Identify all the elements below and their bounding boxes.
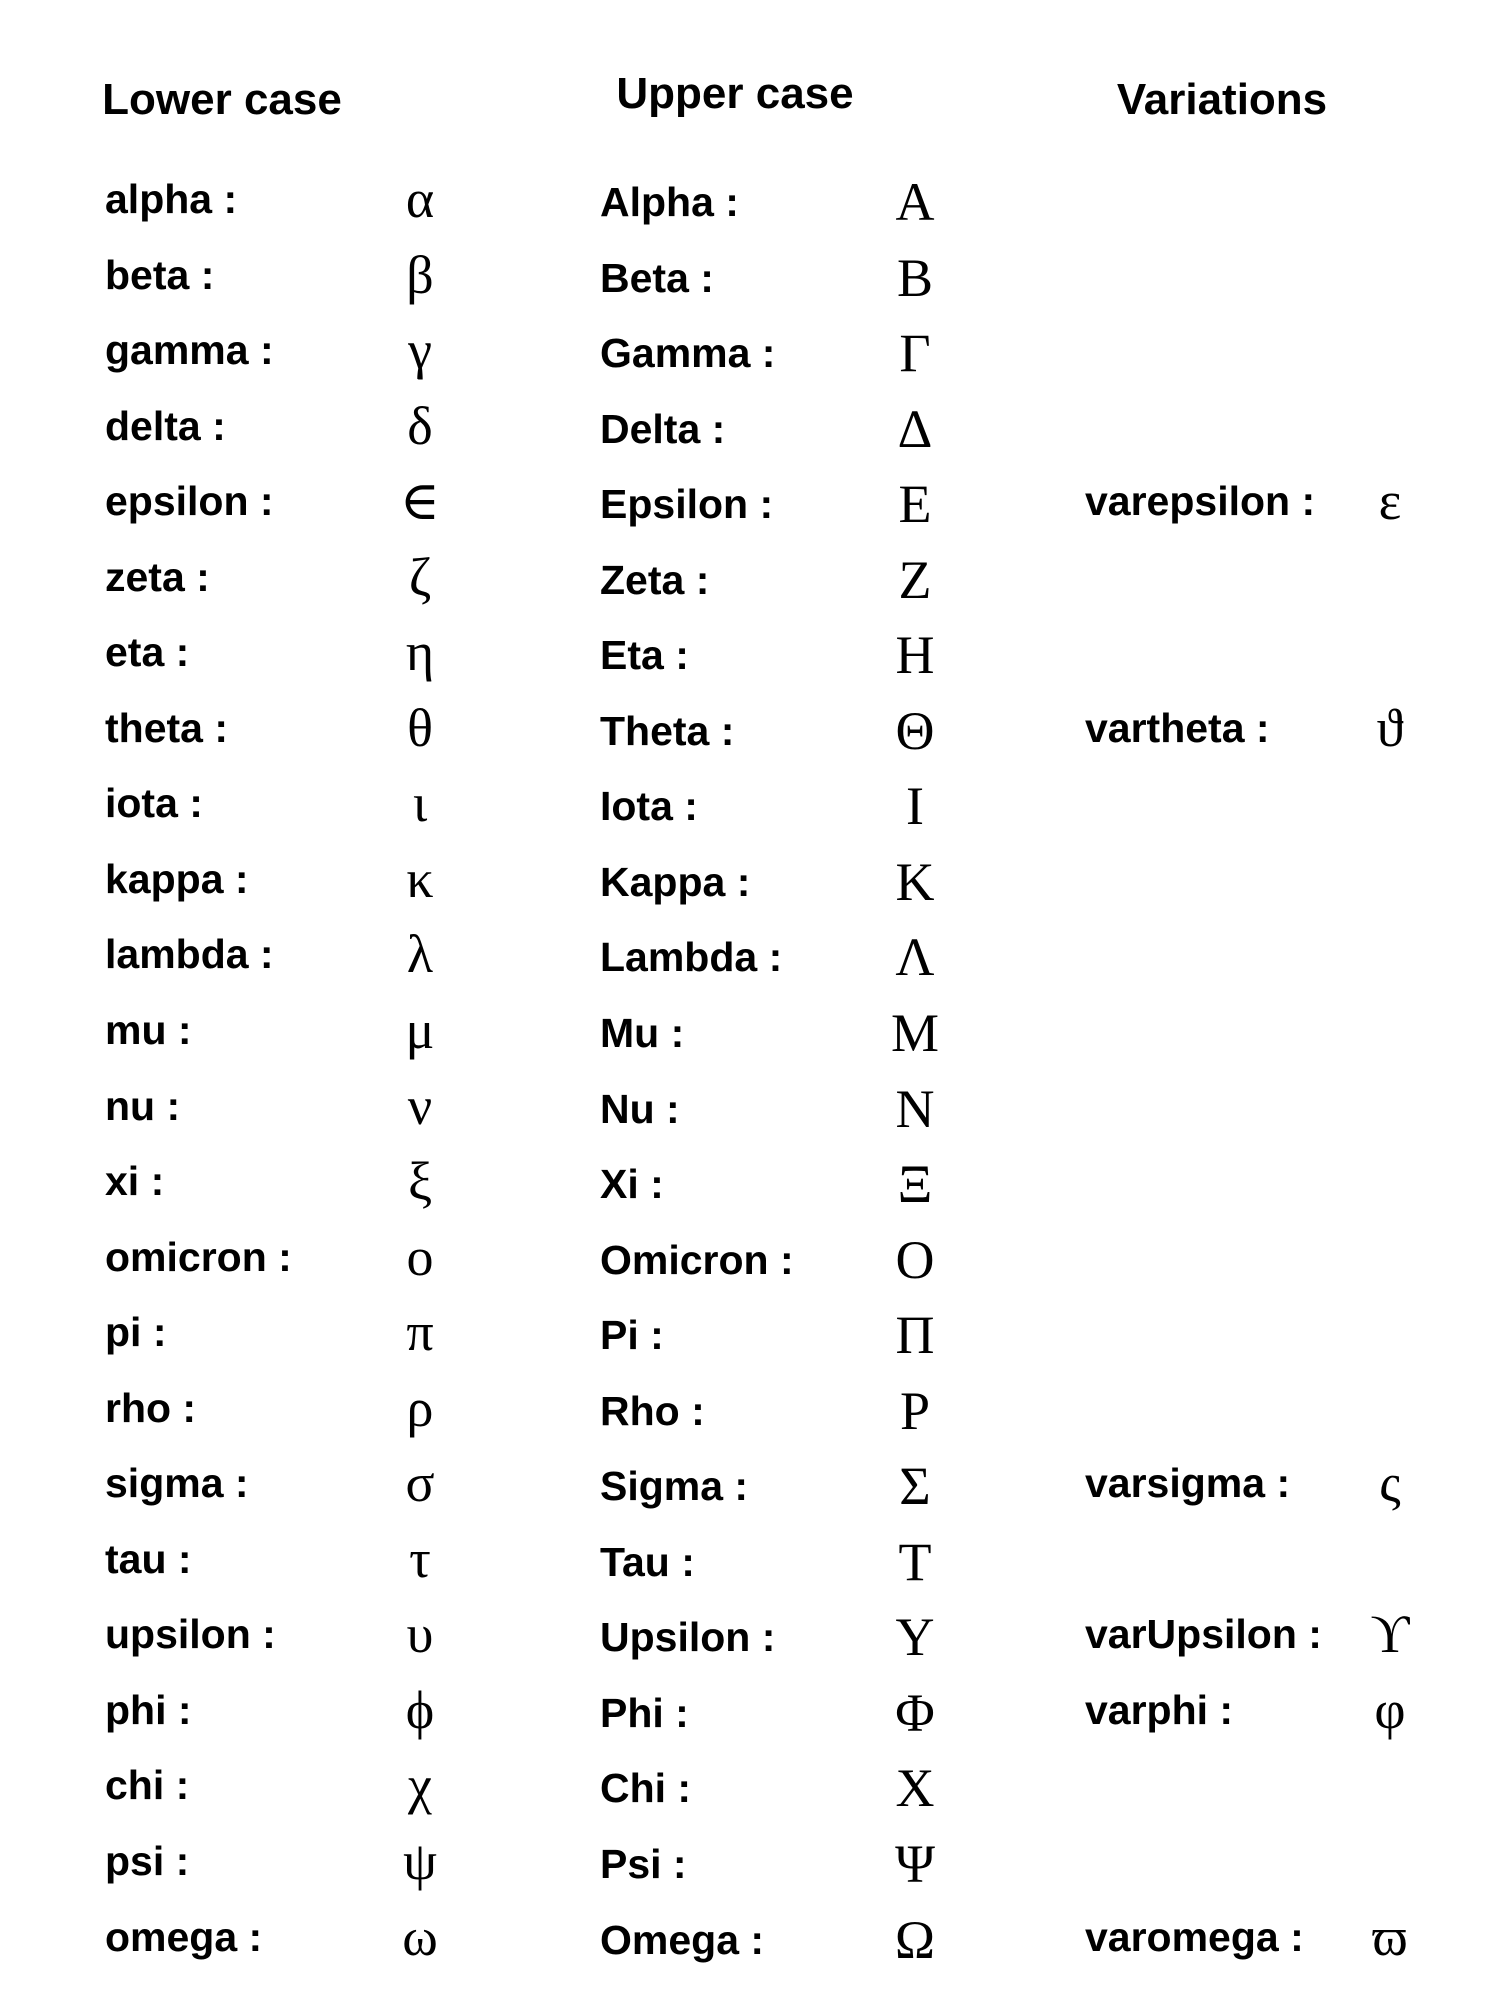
lower-case-name-label: rho : — [105, 1384, 197, 1431]
variation-symbol — [1330, 1824, 1450, 1900]
lower-case-name-label: eta : — [105, 629, 190, 676]
lower-case-name-label: gamma : — [105, 327, 274, 374]
upper-case-name-label: Gamma : — [600, 330, 776, 377]
greek-letter-row — [0, 464, 1488, 540]
lower-case-name-label: upsilon : — [105, 1611, 276, 1658]
lower-case-name-label: zeta : — [105, 553, 210, 600]
variation-symbol — [1330, 766, 1450, 842]
greek-letter-row — [0, 1597, 1488, 1673]
lower-case-symbol: α — [405, 169, 435, 229]
lower-case-symbol: ν — [407, 1075, 433, 1136]
lower-case-symbol: ω — [402, 1906, 438, 1967]
lower-case-name-label: omicron : — [105, 1233, 292, 1280]
variation-symbol — [1330, 162, 1450, 238]
variation-name-label: varomega : — [1085, 1913, 1304, 1960]
upper-case-symbol: Δ — [897, 398, 933, 459]
upper-case-name-label: Rho : — [600, 1387, 705, 1434]
variation-symbol — [1330, 313, 1450, 389]
lower-case-name-label: beta : — [105, 251, 215, 298]
upper-case-symbol: Ε — [898, 474, 932, 535]
lower-case-symbol: ϕ — [405, 1679, 435, 1740]
greek-letter-row — [0, 1824, 1488, 1900]
upper-case-name-label: Sigma : — [600, 1463, 749, 1510]
lower-case-name-label: xi : — [105, 1158, 165, 1205]
greek-letter-row — [0, 1220, 1488, 1296]
upper-case-symbol: Ρ — [899, 1380, 931, 1441]
lower-case-name-label: delta : — [105, 402, 226, 449]
upper-case-symbol: Ν — [895, 1078, 935, 1139]
greek-letter-row — [0, 917, 1488, 993]
greek-letter-row — [0, 1446, 1488, 1522]
upper-case-name-label: Beta : — [600, 254, 714, 301]
lower-case-symbol: π — [406, 1302, 434, 1363]
upper-case-name-label: Pi : — [600, 1312, 664, 1359]
upper-case-symbol: Χ — [895, 1758, 935, 1819]
lower-case-symbol: ο — [406, 1226, 434, 1287]
upper-case-symbol: Σ — [899, 1456, 931, 1517]
upper-case-name-label: Tau : — [600, 1538, 695, 1585]
greek-letter-row — [0, 842, 1488, 918]
variation-symbol — [1330, 389, 1450, 465]
upper-case-symbol: Θ — [895, 700, 935, 761]
greek-letter-row — [0, 162, 1488, 238]
upper-case-name-label: Psi : — [600, 1841, 687, 1888]
column-header-lower-case: Lower case — [102, 75, 342, 124]
upper-case-symbol: Κ — [895, 851, 935, 912]
greek-letter-row — [0, 389, 1488, 465]
variation-symbol: ε — [1378, 471, 1402, 532]
lower-case-symbol: η — [405, 622, 435, 683]
upper-case-name-label: Alpha : — [600, 179, 739, 225]
variation-symbol — [1330, 1748, 1450, 1824]
variation-symbol — [1330, 1371, 1450, 1447]
greek-letter-row — [0, 993, 1488, 1069]
lower-case-name-label: iota : — [105, 780, 203, 827]
greek-letter-row — [0, 540, 1488, 616]
lower-case-name-label: omega : — [105, 1913, 263, 1960]
upper-case-symbol: Ξ — [897, 1154, 933, 1215]
upper-case-name-label: Omicron : — [600, 1236, 794, 1283]
lower-case-symbol: χ — [408, 1755, 432, 1816]
variation-name-label: vartheta : — [1085, 704, 1270, 751]
lower-case-name-label: pi : — [105, 1309, 167, 1356]
lower-case-symbol: ζ — [408, 546, 432, 607]
greek-letter-row — [0, 1748, 1488, 1824]
greek-letter-row — [0, 1673, 1488, 1749]
variation-symbol — [1330, 842, 1450, 918]
upper-case-name-label: Epsilon : — [600, 481, 774, 528]
variation-symbol — [1330, 993, 1450, 1069]
lower-case-symbol: β — [406, 244, 434, 305]
lower-case-name-label: epsilon : — [105, 478, 274, 525]
lower-case-symbol: λ — [406, 924, 434, 985]
greek-letter-row — [0, 313, 1488, 389]
greek-letter-row — [0, 238, 1488, 314]
lower-case-symbol: ψ — [403, 1831, 437, 1892]
variation-name-label: varUpsilon : — [1085, 1611, 1322, 1658]
lower-case-symbol: σ — [405, 1453, 435, 1514]
upper-case-name-label: Omega : — [600, 1916, 765, 1963]
lower-case-name-label: sigma : — [105, 1460, 249, 1507]
variation-symbol: ϖ — [1372, 1906, 1408, 1967]
variation-symbol — [1330, 238, 1450, 314]
greek-letter-row — [0, 766, 1488, 842]
variation-symbol: ϑ — [1376, 697, 1404, 758]
upper-case-name-label: Nu : — [600, 1085, 680, 1132]
upper-case-name-label: Mu : — [600, 1010, 685, 1057]
variation-symbol — [1330, 1144, 1450, 1220]
lower-case-name-label: psi : — [105, 1838, 190, 1885]
upper-case-symbol: Ζ — [898, 549, 932, 610]
greek-letter-row — [0, 1144, 1488, 1220]
lower-case-symbol: τ — [409, 1528, 431, 1589]
lower-case-name-label: chi : — [105, 1762, 190, 1809]
upper-case-symbol: Ο — [895, 1229, 935, 1290]
upper-case-symbol: Γ — [899, 323, 931, 384]
lower-case-name-label: tau : — [105, 1535, 192, 1582]
upper-case-name-label: Phi : — [600, 1689, 689, 1736]
greek-letter-row — [0, 615, 1488, 691]
variation-symbol: ς — [1379, 1453, 1401, 1514]
upper-case-symbol: Ω — [894, 1909, 936, 1970]
upper-case-name-label: Lambda : — [600, 934, 783, 981]
greek-letter-rows — [0, 162, 1488, 1975]
lower-case-symbol: δ — [407, 395, 433, 456]
upper-case-symbol: Π — [895, 1305, 935, 1366]
lower-case-name-label: kappa : — [105, 855, 249, 902]
variation-symbol — [1330, 1069, 1450, 1145]
column-header-upper-case: Upper case — [616, 69, 854, 118]
upper-case-name-label: Eta : — [600, 632, 689, 679]
lower-case-symbol: μ — [405, 1000, 435, 1061]
upper-case-symbol: Μ — [890, 1003, 939, 1064]
lower-case-symbol: ρ — [406, 1377, 434, 1438]
lower-case-symbol: γ — [408, 320, 432, 381]
lower-case-symbol: ι — [412, 773, 428, 834]
variation-symbol: φ — [1374, 1679, 1406, 1740]
lower-case-symbol: υ — [406, 1604, 434, 1665]
lower-case-name-label: mu : — [105, 1007, 192, 1054]
upper-case-name-label: Theta : — [600, 707, 735, 754]
lower-case-symbol: ∈ — [400, 471, 440, 532]
upper-case-symbol: Ψ — [895, 1834, 935, 1895]
variation-symbol — [1330, 1220, 1450, 1296]
variation-symbol — [1330, 540, 1450, 616]
upper-case-symbol: Τ — [898, 1531, 932, 1592]
upper-case-name-label: Delta : — [600, 405, 726, 452]
upper-case-name-label: Upsilon : — [600, 1614, 776, 1661]
upper-case-symbol: Α — [895, 172, 935, 232]
variation-symbol — [1330, 615, 1450, 691]
lower-case-name-label: theta : — [105, 704, 228, 751]
greek-letter-row — [0, 1522, 1488, 1598]
greek-letter-row — [0, 1069, 1488, 1145]
variation-name-label: varsigma : — [1085, 1460, 1291, 1507]
variation-symbol — [1330, 1295, 1450, 1371]
upper-case-symbol: Β — [896, 247, 934, 308]
variation-symbol — [1330, 917, 1450, 993]
greek-letter-row — [0, 1295, 1488, 1371]
variation-symbol: ϒ — [1370, 1604, 1410, 1665]
greek-letter-row — [0, 691, 1488, 767]
lower-case-name-label: phi : — [105, 1686, 192, 1733]
greek-letter-row — [0, 1900, 1488, 1976]
upper-case-symbol: Ι — [906, 776, 924, 837]
upper-case-symbol: Λ — [895, 927, 935, 988]
upper-case-name-label: Zeta : — [600, 556, 710, 603]
upper-case-symbol: Υ — [895, 1607, 935, 1668]
greek-letter-row — [0, 1371, 1488, 1447]
lower-case-symbol: θ — [407, 697, 433, 758]
upper-case-name-label: Xi : — [600, 1161, 664, 1208]
column-header-variations: Variations — [1116, 75, 1328, 124]
lower-case-name-label: lambda : — [105, 931, 274, 978]
upper-case-name-label: Kappa : — [600, 858, 751, 905]
variation-symbol — [1330, 1522, 1450, 1598]
upper-case-name-label: Iota : — [600, 783, 698, 830]
lower-case-name-label: alpha : — [105, 176, 238, 222]
upper-case-symbol: Φ — [895, 1682, 935, 1743]
variation-name-label: varepsilon : — [1085, 478, 1316, 525]
lower-case-symbol: ξ — [407, 1151, 433, 1212]
upper-case-name-label: Chi : — [600, 1765, 692, 1812]
upper-case-symbol: Η — [895, 625, 935, 686]
variation-name-label: varphi : — [1085, 1686, 1234, 1733]
lower-case-symbol: κ — [406, 848, 434, 909]
lower-case-name-label: nu : — [105, 1082, 181, 1129]
